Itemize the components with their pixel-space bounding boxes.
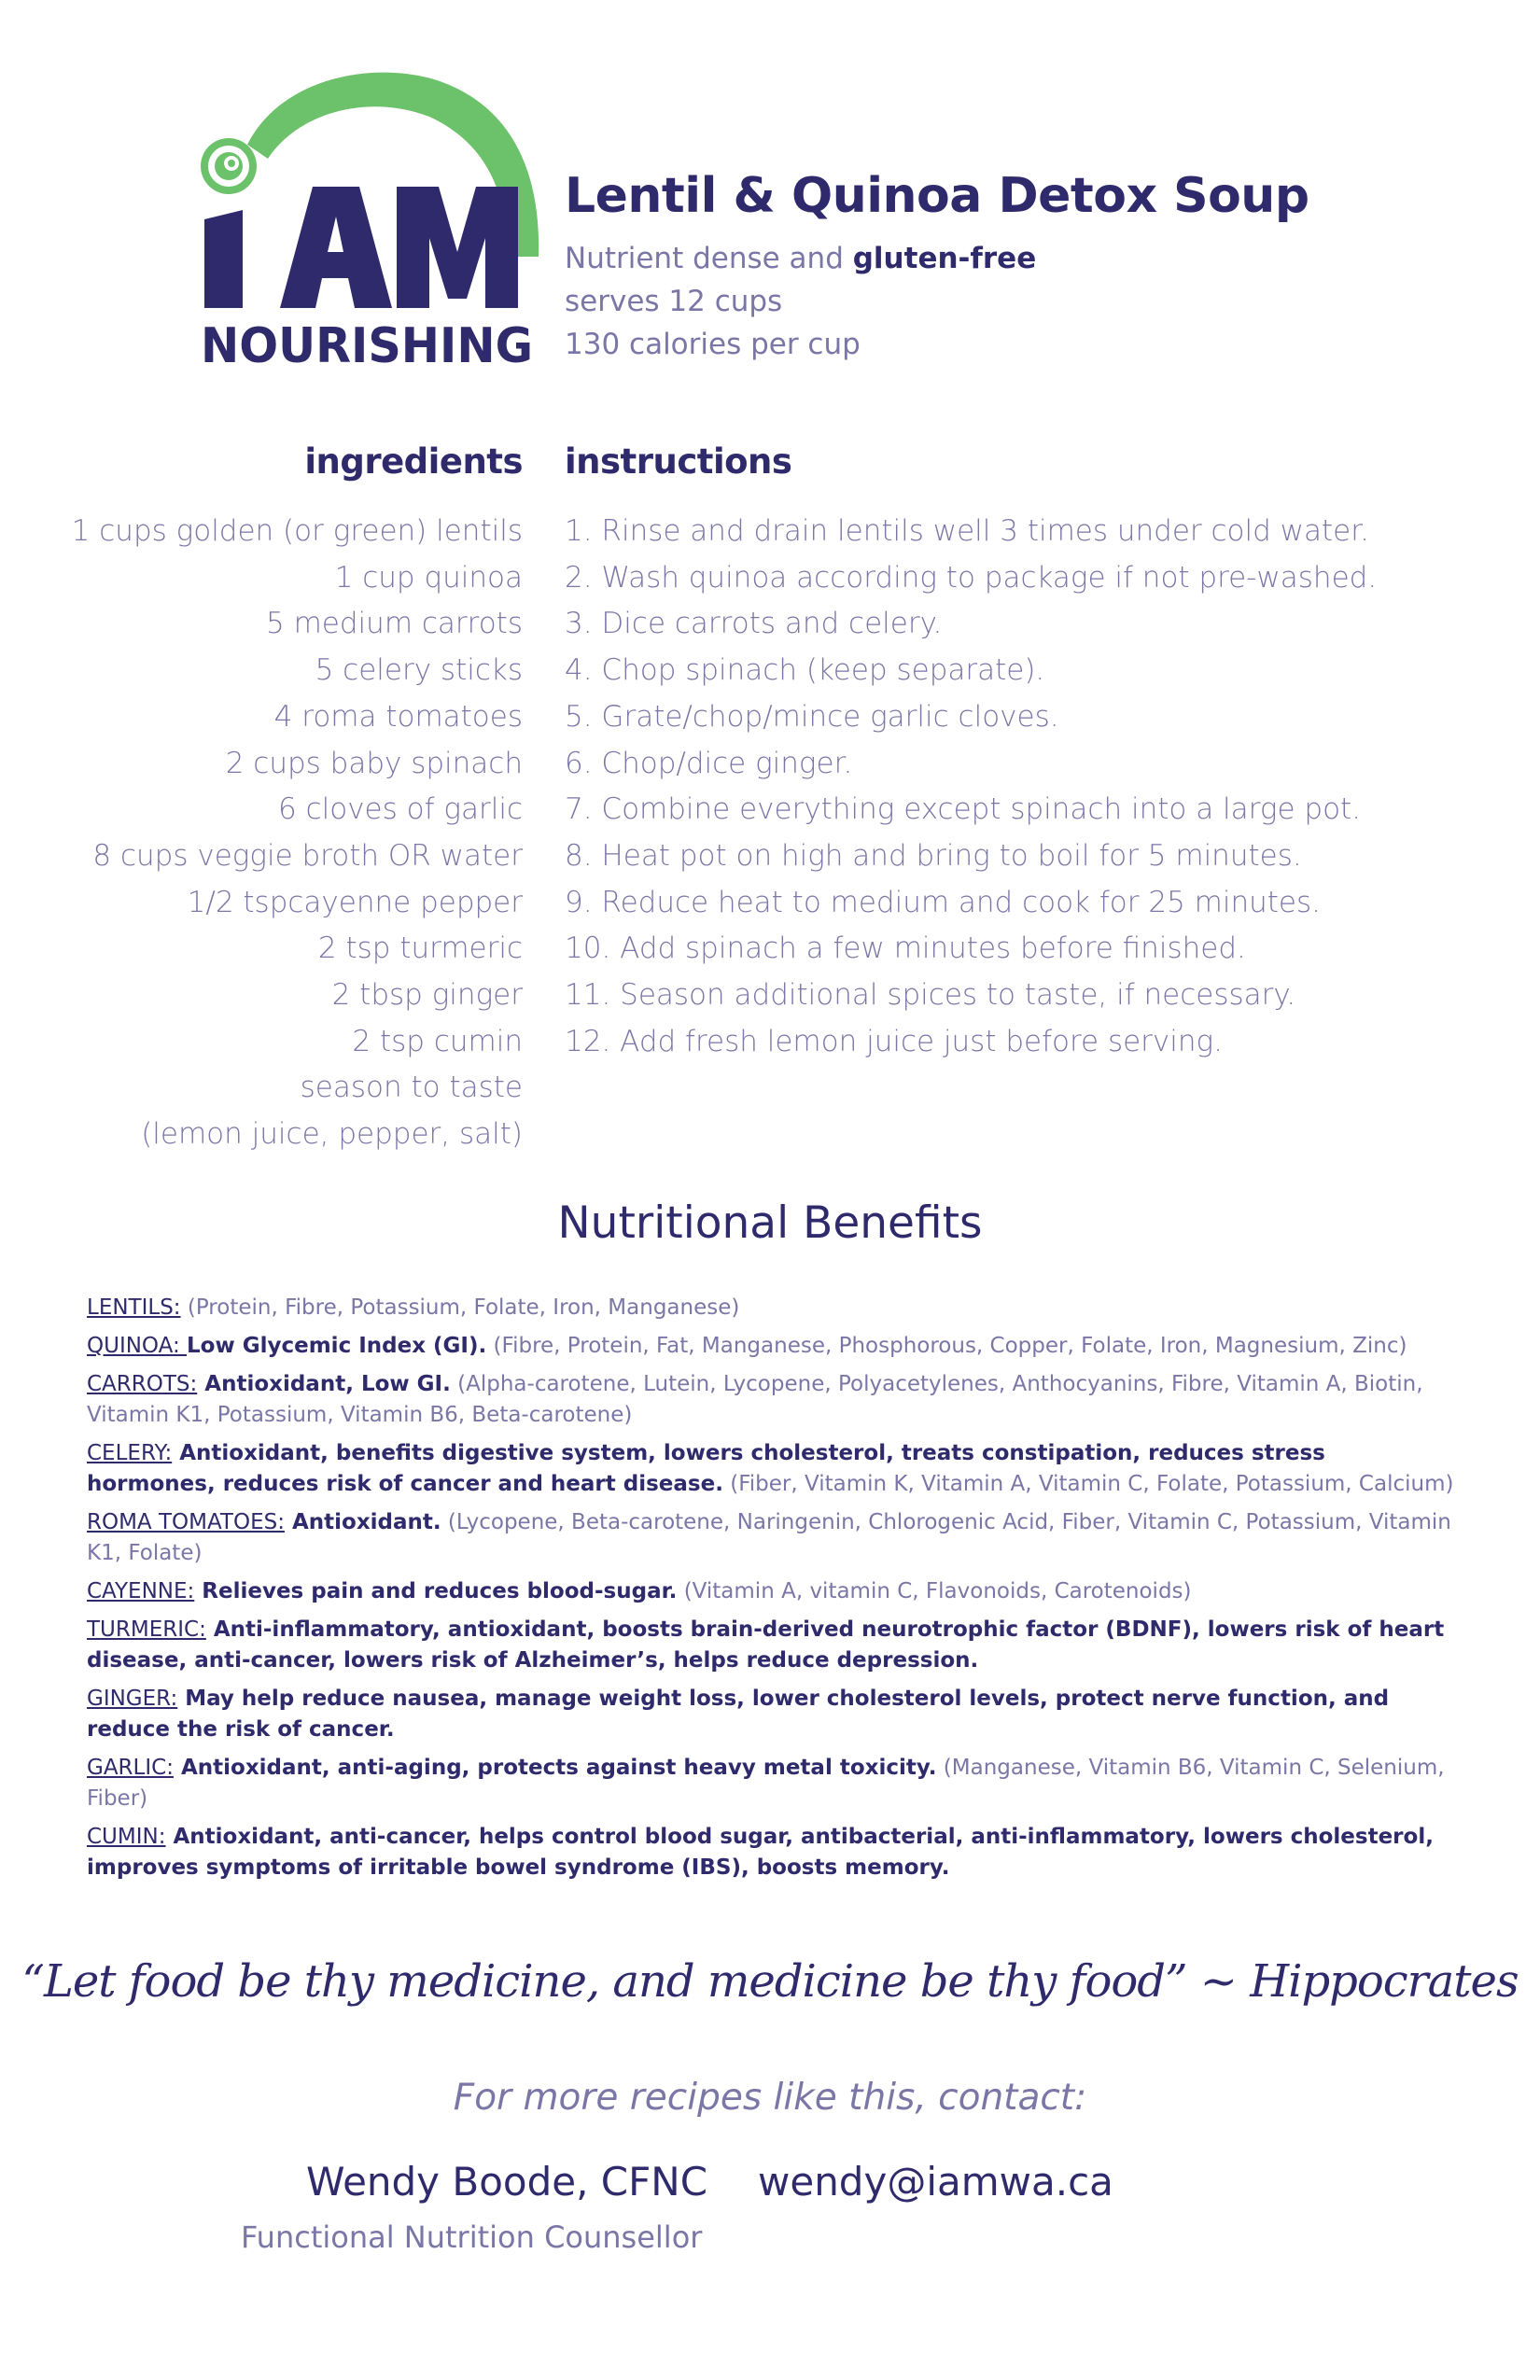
ingredient-item: 2 tbsp ginger [331,978,523,1013]
instructions-list [565,509,1461,1065]
benefit-desc: Antioxidant, Low GI. [197,1372,451,1396]
benefit-item [87,1293,1459,1323]
instruction-step: 4. Chop spinach (keep separate). [565,653,1045,688]
benefit-nutrients: (Manganese, Vitamin B6, Vitamin C, Selenium, Fiber) [87,1756,1445,1811]
hippocrates-quote: “Let food be thy medicine, and medicine be thy food” ~ Hippocrates [21,1955,1519,2008]
instruction-step: 9. Reduce heat to medium and cook for 25 minutes. [565,885,1321,919]
benefit-label: CARROTS: [87,1372,198,1396]
ingredient-item: 2 cups baby spinach [225,746,523,780]
benefit-nutrients: (Fibre, Protein, Fat, Manganese, Phosphorous, Copper, Folate, Iron, Magnesium, Zinc) [486,1334,1407,1358]
recipe-title: Lentil & Quinoa Detox Soup [565,168,1309,224]
benefits-title: Nutritional Benefits [557,1197,983,1249]
instruction-step: 12. Add fresh lemon juice just before serving. [565,1024,1223,1058]
benefit-label: CAYENNE: [87,1579,195,1603]
benefit-item [87,1507,1459,1569]
benefit-nutrients: (Alpha-carotene, Lutein, Lycopene, Polyacetylenes, Anthocyanins, Fibre, Vitamin A, Biotin, Vitamin K1, Potassium, Vitamin B6, Beta-carotene) [87,1372,1423,1427]
recipe-serves: serves 12 cups [565,285,783,318]
ingredient-item: 8 cups veggie broth OR water [92,838,523,873]
ingredient-item: 5 medium carrots [266,607,523,641]
instruction-step: 3. Dice carrots and celery. [565,607,943,641]
benefit-item [87,1438,1459,1500]
ingredient-item: season to taste [300,1071,523,1105]
ingredient-item: 1 cup quinoa [334,560,523,595]
recipe-calories: 130 calories per cup [565,328,861,361]
benefit-item [87,1576,1459,1607]
benefit-item [87,1684,1459,1745]
benefit-item [87,1369,1459,1431]
instructions-heading: instructions [565,441,792,482]
ingredients-list [37,509,523,1158]
benefit-desc: Low Glycemic Index (GI). [187,1334,487,1358]
contact-prompt: For more recipes like this, contact: [453,2077,1087,2119]
benefit-label: CELERY: [87,1441,173,1465]
ingredient-item: 5 celery sticks [315,653,523,688]
instruction-step: 5. Grate/chop/mince garlic cloves. [565,699,1059,734]
benefit-item [87,1331,1459,1362]
instruction-step: 8. Heat pot on high and bring to boil for 5 minutes. [565,838,1302,873]
benefit-label: GINGER: [87,1687,178,1711]
instruction-step: 11. Season additional spices to taste, if necessary. [565,978,1296,1013]
iam-nourishing-logo [191,65,555,373]
benefit-item [87,1615,1459,1676]
contact-role: Functional Nutrition Counsellor [241,2219,703,2255]
benefit-label: ROMA TOMATOES: [87,1510,285,1534]
contact-email[interactable]: wendy@iamwa.ca [758,2159,1113,2205]
benefit-nutrients: (Lycopene, Beta-carotene, Naringenin, Chlorogenic Acid, Fiber, Vitamin C, Potassium, Vitamin K1, Folate) [87,1510,1451,1565]
benefit-item [87,1753,1459,1814]
benefit-label: QUINOA: [87,1334,188,1358]
instruction-step: 1. Rinse and drain lentils well 3 times under cold water. [565,514,1369,548]
benefit-label: LENTILS: [87,1295,181,1320]
benefit-label: GARLIC: [87,1756,174,1780]
benefit-nutrients: (Vitamin A, vitamin C, Flavonoids, Carotenoids) [677,1579,1192,1603]
benefit-nutrients: (Fiber, Vitamin K, Vitamin A, Vitamin C, Folate, Potassium, Calcium) [722,1472,1454,1496]
ingredient-item: 4 roma tomatoes [273,699,523,734]
benefit-desc: Anti-inflammatory, antioxidant, boosts brain-derived neurotrophic factor (BDNF), lowers risk of heart disease, anti-cancer, lowers risk of Alzheimer’s, helps reduce depression. [87,1617,1445,1673]
subtitle-prefix: Nutrient dense and [565,242,853,275]
ingredient-item: 2 tsp turmeric [317,931,523,966]
benefit-desc: Relieves pain and reduces blood-sugar. [194,1579,678,1603]
ingredient-item: 1/2 tspcayenne pepper [187,885,523,919]
ingredient-item: 2 tsp cumin [352,1024,523,1058]
ingredients-heading: ingredients [304,441,523,482]
ingredient-item: 6 cloves of garlic [278,792,523,827]
recipe-subtitle [565,237,1405,280]
instruction-step: 6. Chop/dice ginger. [565,746,853,780]
benefit-desc: Antioxidant, anti-aging, protects against heavy metal toxicity. [173,1756,937,1780]
ingredient-item: (lemon juice, pepper, salt) [141,1117,523,1152]
logo-wordmark: NOURISHING [201,318,533,373]
benefit-desc: Antioxidant, anti-cancer, helps control blood sugar, antibacterial, anti-inflammatory, lowers cholesterol, improves symptoms of irritable bowel syndrome (IBS), boosts memory. [87,1825,1434,1880]
instruction-step: 2. Wash quinoa according to package if not pre-washed. [565,560,1378,595]
benefit-label: CUMIN: [87,1825,166,1849]
ingredient-item: 1 cups golden (or green) lentils [71,514,523,548]
benefit-desc: May help reduce nausea, manage weight loss, lower cholesterol levels, protect nerve function, and reduce the risk of cancer. [87,1687,1390,1742]
benefit-nutrients: (Protein, Fibre, Potassium, Folate, Iron, Manganese) [180,1295,740,1320]
benefit-desc: Antioxidant, benefits digestive system, lowers cholesterol, treats constipation, reduces stress hormones, reduces risk of cancer and heart disease. [87,1441,1325,1496]
subtitle-emphasis: gluten-free [852,242,1037,275]
instruction-step: 7. Combine everything except spinach into a large pot. [565,792,1362,827]
benefit-item [87,1822,1459,1883]
benefit-label: TURMERIC: [87,1617,206,1642]
benefit-desc: Antioxidant. [284,1510,441,1534]
benefits-list [87,1293,1459,1891]
instruction-step: 10. Add spinach a few minutes before finished. [565,931,1246,966]
recipe-header [565,168,1405,366]
contact-name: Wendy Boode, CFNC [306,2159,708,2205]
